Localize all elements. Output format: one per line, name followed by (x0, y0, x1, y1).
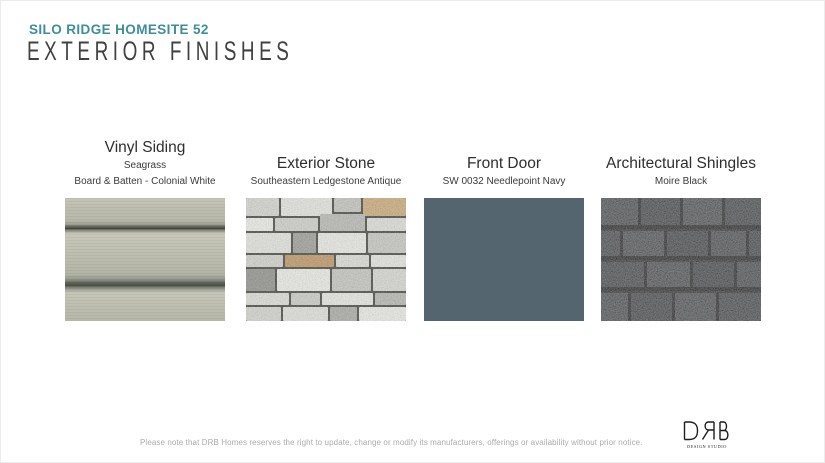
swatch-title: Architectural Shingles (606, 154, 756, 172)
drb-design-studio-logo (683, 420, 733, 452)
column-exterior-stone (246, 131, 406, 321)
vinyl-siding-swatch (65, 198, 225, 321)
column-vinyl-siding (65, 131, 225, 321)
swatch-title: Vinyl Siding (104, 139, 186, 157)
column-front-door (424, 131, 584, 321)
shingle-texture (601, 198, 761, 321)
ledgestone-texture (246, 198, 406, 321)
shingles-swatch (601, 198, 761, 321)
swatch-subtitle: Board & Batten - Colonial White (74, 175, 216, 187)
front-door-paint-swatch (424, 198, 584, 321)
page-title: EXTERIOR FINISHES (27, 36, 294, 66)
drb-logo-mark (683, 420, 733, 452)
swatch-subtitle: Seagrass (123, 160, 167, 171)
swatch-title: Exterior Stone (276, 154, 376, 172)
exterior-stone-swatch (246, 198, 406, 321)
homesite-kicker: SILO RIDGE HOMESITE 52 (29, 22, 209, 37)
column-architectural-shingles (601, 131, 761, 321)
swatch-subtitle: SW 0032 Needlepoint Navy (442, 175, 566, 187)
swatch-subtitle: Southeastern Ledgestone Antique (250, 175, 402, 187)
swatch-subtitle: Moire Black (654, 175, 708, 187)
logo-caption: DESIGN STUDIO (687, 444, 727, 449)
swatch-title: Front Door (466, 154, 542, 172)
disclaimer-text: Please note that DRB Homes reserves the right to update, change or modify its manufacturers, offerings or availability without prior notice. (140, 438, 643, 447)
